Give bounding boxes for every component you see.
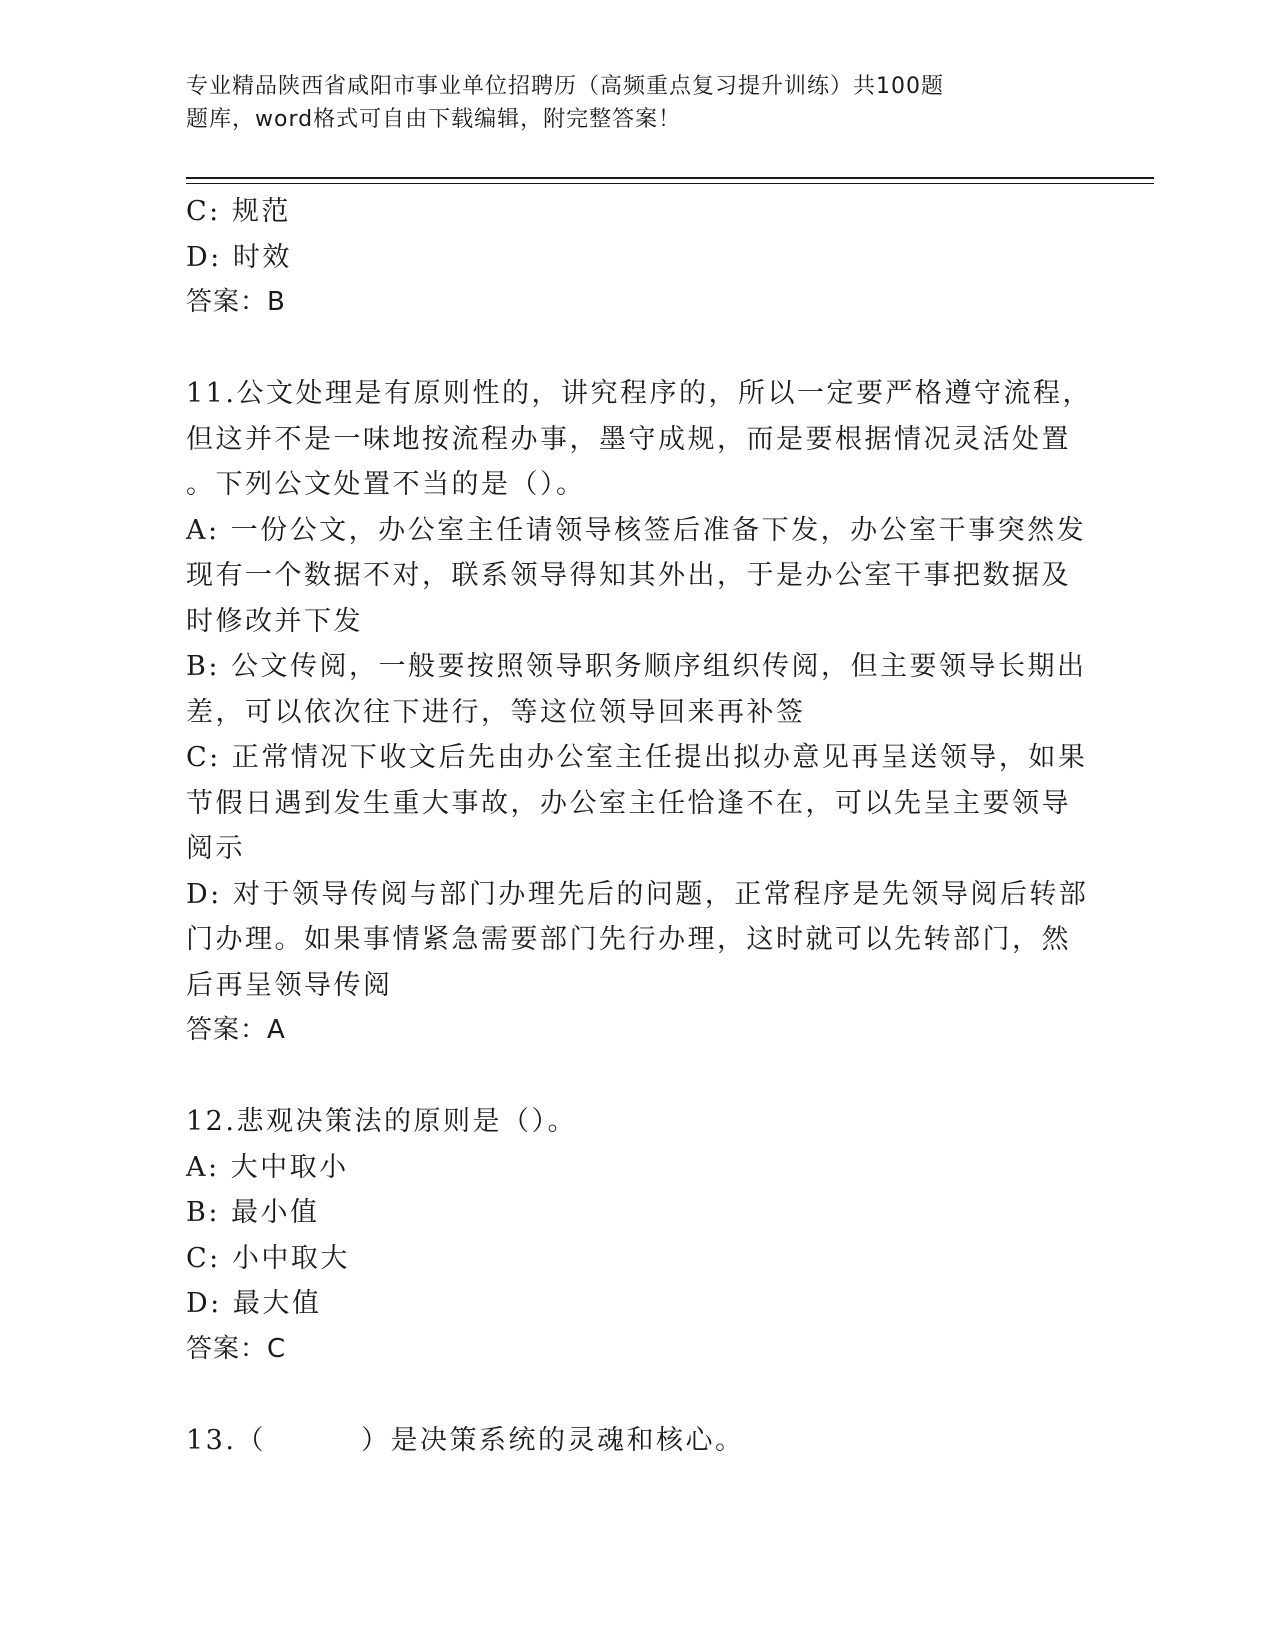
question-stem-line: 11.公文处理是有原则性的，讲究程序的，所以一定要严格遵守流程，	[186, 378, 1092, 409]
answer-line: 答案：C	[186, 1333, 287, 1364]
question-stem	[186, 1418, 1086, 1464]
question-stem-line: 。下列公文处置不当的是（）。	[186, 469, 586, 500]
option-d: D: 最大值	[186, 1288, 322, 1319]
document-header	[186, 70, 1046, 136]
header-rule-thin	[186, 183, 1154, 184]
option-b-line: 差，可以依次往下进行，等这位领导回来再补签	[186, 696, 806, 728]
option-d: D: 时效	[186, 241, 292, 273]
header-rule-thick	[186, 177, 1154, 179]
question-12	[186, 1099, 1086, 1372]
header-line-1: 专业精品陕西省咸阳市事业单位招聘历（高频重点复习提升训练）共100题	[186, 74, 944, 99]
stem-prefix: 13.（	[186, 1424, 266, 1456]
option-c-line: 阅示	[186, 833, 245, 864]
header-line-2: 题库，word格式可自由下载编辑，附完整答案！	[186, 107, 682, 132]
answer-line: 答案：B	[186, 287, 286, 317]
option-c-line: 节假日遇到发生重大事故，办公室主任恰逢不在，可以先呈主要领导	[186, 787, 1071, 819]
option-d-line: D: 对于领导传阅与部门办理先后的问题，正常程序是先领导阅后转部	[186, 878, 1089, 910]
option-a-line: A: 一份公文，办公室主任请领导核签后准备下发，办公室干事突然发	[186, 514, 1087, 546]
option-d-line: 后再呈领导传阅	[186, 969, 393, 1001]
stem-suffix: ）是决策系统的灵魂和核心。	[360, 1424, 745, 1456]
question-11	[186, 371, 1092, 1054]
option-a: A: 大中取小	[186, 1151, 349, 1183]
document-body	[186, 189, 1092, 1463]
question-13	[186, 1418, 1086, 1464]
question-10-tail	[186, 189, 1086, 326]
question-stem: 12.悲观决策法的原则是（）。	[186, 1106, 577, 1137]
option-a-line: 现有一个数据不对，联系领导得知其外出，于是办公室干事把数据及	[186, 560, 1071, 591]
option-b-line: B: 公文传阅，一般要按照领导职务顺序组织传阅，但主要领导长期出	[186, 651, 1087, 682]
option-c-line: C: 正常情况下收文后先由办公室主任提出拟办意见再呈送领导，如果	[186, 742, 1088, 773]
option-c: C: 规范	[186, 196, 291, 227]
answer-line: 答案：A	[186, 1015, 286, 1045]
option-a-line: 时修改并下发	[186, 605, 363, 637]
option-b: B: 最小值	[186, 1197, 320, 1228]
option-c: C: 小中取大	[186, 1242, 350, 1274]
option-d-line: 门办理。如果事情紧急需要部门先行办理，这时就可以先转部门，然	[186, 924, 1071, 955]
question-stem-line: 但这并不是一味地按流程办事，墨守成规，而是要根据情况灵活处置	[186, 423, 1071, 455]
